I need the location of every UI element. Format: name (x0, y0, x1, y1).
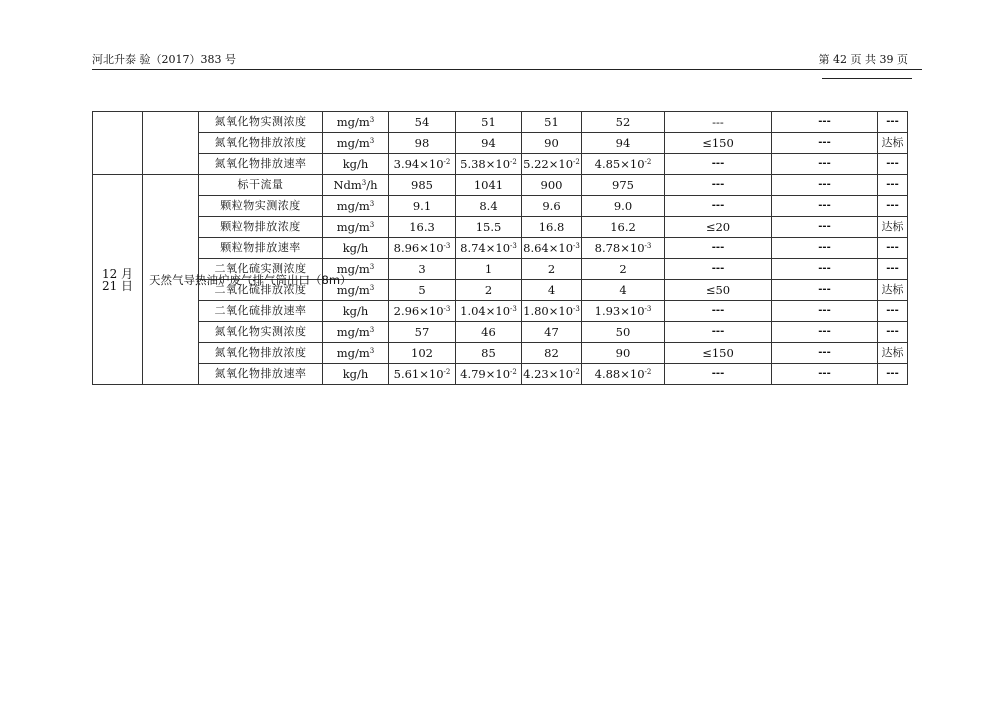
value-3: 4 (522, 280, 582, 301)
standard-cell: --- (772, 322, 878, 343)
limit-cell: --- (665, 238, 772, 259)
unit-cell: $mg/m^3$ (323, 280, 389, 301)
value-2: $8.74\times 10^{-3}$ (456, 238, 522, 259)
value-2: 1 (456, 259, 522, 280)
value-4: 975 (582, 175, 665, 196)
location-label: 天然气导热油炉废气排气筒出口（8m） (149, 272, 352, 287)
header-rule-short (822, 78, 912, 79)
limit-cell: ≤50 (665, 280, 772, 301)
value-3: 47 (522, 322, 582, 343)
value-2: 1041 (456, 175, 522, 196)
value-2: 46 (456, 322, 522, 343)
result-cell: 达标 (878, 133, 908, 154)
standard-cell: --- (772, 175, 878, 196)
date-month: 12 月 (101, 266, 134, 281)
value-4: $4.88\times 10^{-2}$ (582, 364, 665, 385)
unit-cell: $mg/m^3$ (323, 259, 389, 280)
value-2: $4.79\times 10^{-2}$ (456, 364, 522, 385)
item-name: 氮氧化物排放速率 (199, 154, 323, 175)
unit-cell: kg/h (323, 301, 389, 322)
value-4: $4.85\times 10^{-2}$ (582, 154, 665, 175)
standard-cell: --- (772, 259, 878, 280)
result-cell: 达标 (878, 280, 908, 301)
table-row (93, 154, 908, 175)
value-3: 90 (522, 133, 582, 154)
value-4: 9.0 (582, 196, 665, 217)
value-2: 8.4 (456, 196, 522, 217)
unit-cell: kg/h (323, 364, 389, 385)
value-4: 52 (582, 112, 665, 133)
result-cell: --- (878, 175, 908, 196)
unit-cell: Ndm$^3$/h (323, 175, 389, 196)
standard-cell: --- (772, 301, 878, 322)
limit-cell: --- (665, 175, 772, 196)
item-name: 氮氧化物排放速率 (199, 364, 323, 385)
limit-cell: --- (665, 322, 772, 343)
value-1: 3 (389, 259, 456, 280)
item-name: 氮氧化物实测浓度 (199, 112, 323, 133)
value-3: $4.23\times 10^{-2}$ (522, 364, 582, 385)
standard-cell: --- (772, 238, 878, 259)
emission-data-table (92, 111, 908, 385)
value-2: 51 (456, 112, 522, 133)
item-name: 颗粒物排放速率 (199, 238, 323, 259)
table-row (93, 238, 908, 259)
item-name: 二氧化硫排放速率 (199, 301, 323, 322)
date-day: 21 日 (101, 278, 134, 293)
item-name: 二氧化硫实测浓度 (199, 259, 323, 280)
value-2: 2 (456, 280, 522, 301)
value-3: 82 (522, 343, 582, 364)
result-cell: --- (878, 322, 908, 343)
value-3: 900 (522, 175, 582, 196)
location-cell-prev (143, 112, 199, 175)
limit-cell: ≤20 (665, 217, 772, 238)
item-name: 氮氧化物实测浓度 (199, 322, 323, 343)
value-1: 98 (389, 133, 456, 154)
table-row (93, 196, 908, 217)
standard-cell: --- (772, 112, 878, 133)
header-page-number: 第 42 页 共 39 页 (818, 53, 908, 66)
value-3: 51 (522, 112, 582, 133)
limit-cell: --- (665, 301, 772, 322)
limit-cell: --- (665, 259, 772, 280)
table-row (93, 301, 908, 322)
limit-cell: --- (665, 154, 772, 175)
value-4: 50 (582, 322, 665, 343)
unit-cell: kg/h (323, 238, 389, 259)
table-row (93, 343, 908, 364)
value-4: 94 (582, 133, 665, 154)
standard-cell: --- (772, 154, 878, 175)
value-1: 57 (389, 322, 456, 343)
unit-cell: kg/h (323, 154, 389, 175)
result-cell: --- (878, 112, 908, 133)
unit-cell: $mg/m^3$ (323, 343, 389, 364)
value-1: 54 (389, 112, 456, 133)
table-row (93, 175, 908, 196)
value-4: $8.78\times 10^{-3}$ (582, 238, 665, 259)
value-1: $5.61\times 10^{-2}$ (389, 364, 456, 385)
standard-cell: --- (772, 217, 878, 238)
value-1: 9.1 (389, 196, 456, 217)
limit-cell: --- (665, 364, 772, 385)
value-4: 4 (582, 280, 665, 301)
item-name: 氮氧化物排放浓度 (199, 343, 323, 364)
value-3: $8.64\times 10^{-3}$ (522, 238, 582, 259)
table-row (93, 112, 908, 133)
result-cell: --- (878, 259, 908, 280)
result-cell: --- (878, 364, 908, 385)
value-2: $1.04\times 10^{-3}$ (456, 301, 522, 322)
value-1: $2.96\times 10^{-3}$ (389, 301, 456, 322)
result-cell: --- (878, 238, 908, 259)
limit-cell: --- (665, 196, 772, 217)
date-cell (93, 175, 143, 385)
unit-cell: $mg/m^3$ (323, 217, 389, 238)
value-3: 2 (522, 259, 582, 280)
result-cell: 达标 (878, 217, 908, 238)
result-cell: --- (878, 301, 908, 322)
value-2: $5.38\times 10^{-2}$ (456, 154, 522, 175)
result-cell: --- (878, 196, 908, 217)
limit-cell: --- (665, 112, 772, 133)
standard-cell: --- (772, 343, 878, 364)
value-1: $8.96\times 10^{-3}$ (389, 238, 456, 259)
value-1: 16.3 (389, 217, 456, 238)
value-4: 16.2 (582, 217, 665, 238)
table-row (93, 364, 908, 385)
value-1: $3.94\times 10^{-2}$ (389, 154, 456, 175)
table-row (93, 322, 908, 343)
result-cell: 达标 (878, 343, 908, 364)
unit-cell: $mg/m^3$ (323, 133, 389, 154)
standard-cell: --- (772, 280, 878, 301)
value-3: 9.6 (522, 196, 582, 217)
value-3: $1.80\times 10^{-3}$ (522, 301, 582, 322)
value-2: 94 (456, 133, 522, 154)
limit-cell: ≤150 (665, 133, 772, 154)
value-4: 90 (582, 343, 665, 364)
item-name: 标干流量 (199, 175, 323, 196)
limit-cell: ≤150 (665, 343, 772, 364)
value-1: 5 (389, 280, 456, 301)
item-name: 颗粒物排放浓度 (199, 217, 323, 238)
header-rule (92, 69, 922, 70)
unit-cell: $mg/m^3$ (323, 322, 389, 343)
item-name: 二氧化硫排放浓度 (199, 280, 323, 301)
date-cell-prev (93, 112, 143, 175)
unit-cell: $mg/m^3$ (323, 112, 389, 133)
standard-cell: --- (772, 133, 878, 154)
value-4: 2 (582, 259, 665, 280)
header-report-number: 河北升泰 验（2017）383 号 (92, 53, 236, 66)
table-row (93, 280, 908, 301)
value-4: $1.93\times 10^{-3}$ (582, 301, 665, 322)
table-row (93, 133, 908, 154)
value-2: 15.5 (456, 217, 522, 238)
item-name: 颗粒物实测浓度 (199, 196, 323, 217)
item-name: 氮氧化物排放浓度 (199, 133, 323, 154)
value-1: 985 (389, 175, 456, 196)
standard-cell: --- (772, 364, 878, 385)
unit-cell: $mg/m^3$ (323, 196, 389, 217)
standard-cell: --- (772, 196, 878, 217)
value-2: 85 (456, 343, 522, 364)
value-3: 16.8 (522, 217, 582, 238)
value-3: $5.22\times 10^{-2}$ (522, 154, 582, 175)
table-row (93, 217, 908, 238)
value-1: 102 (389, 343, 456, 364)
result-cell: --- (878, 154, 908, 175)
